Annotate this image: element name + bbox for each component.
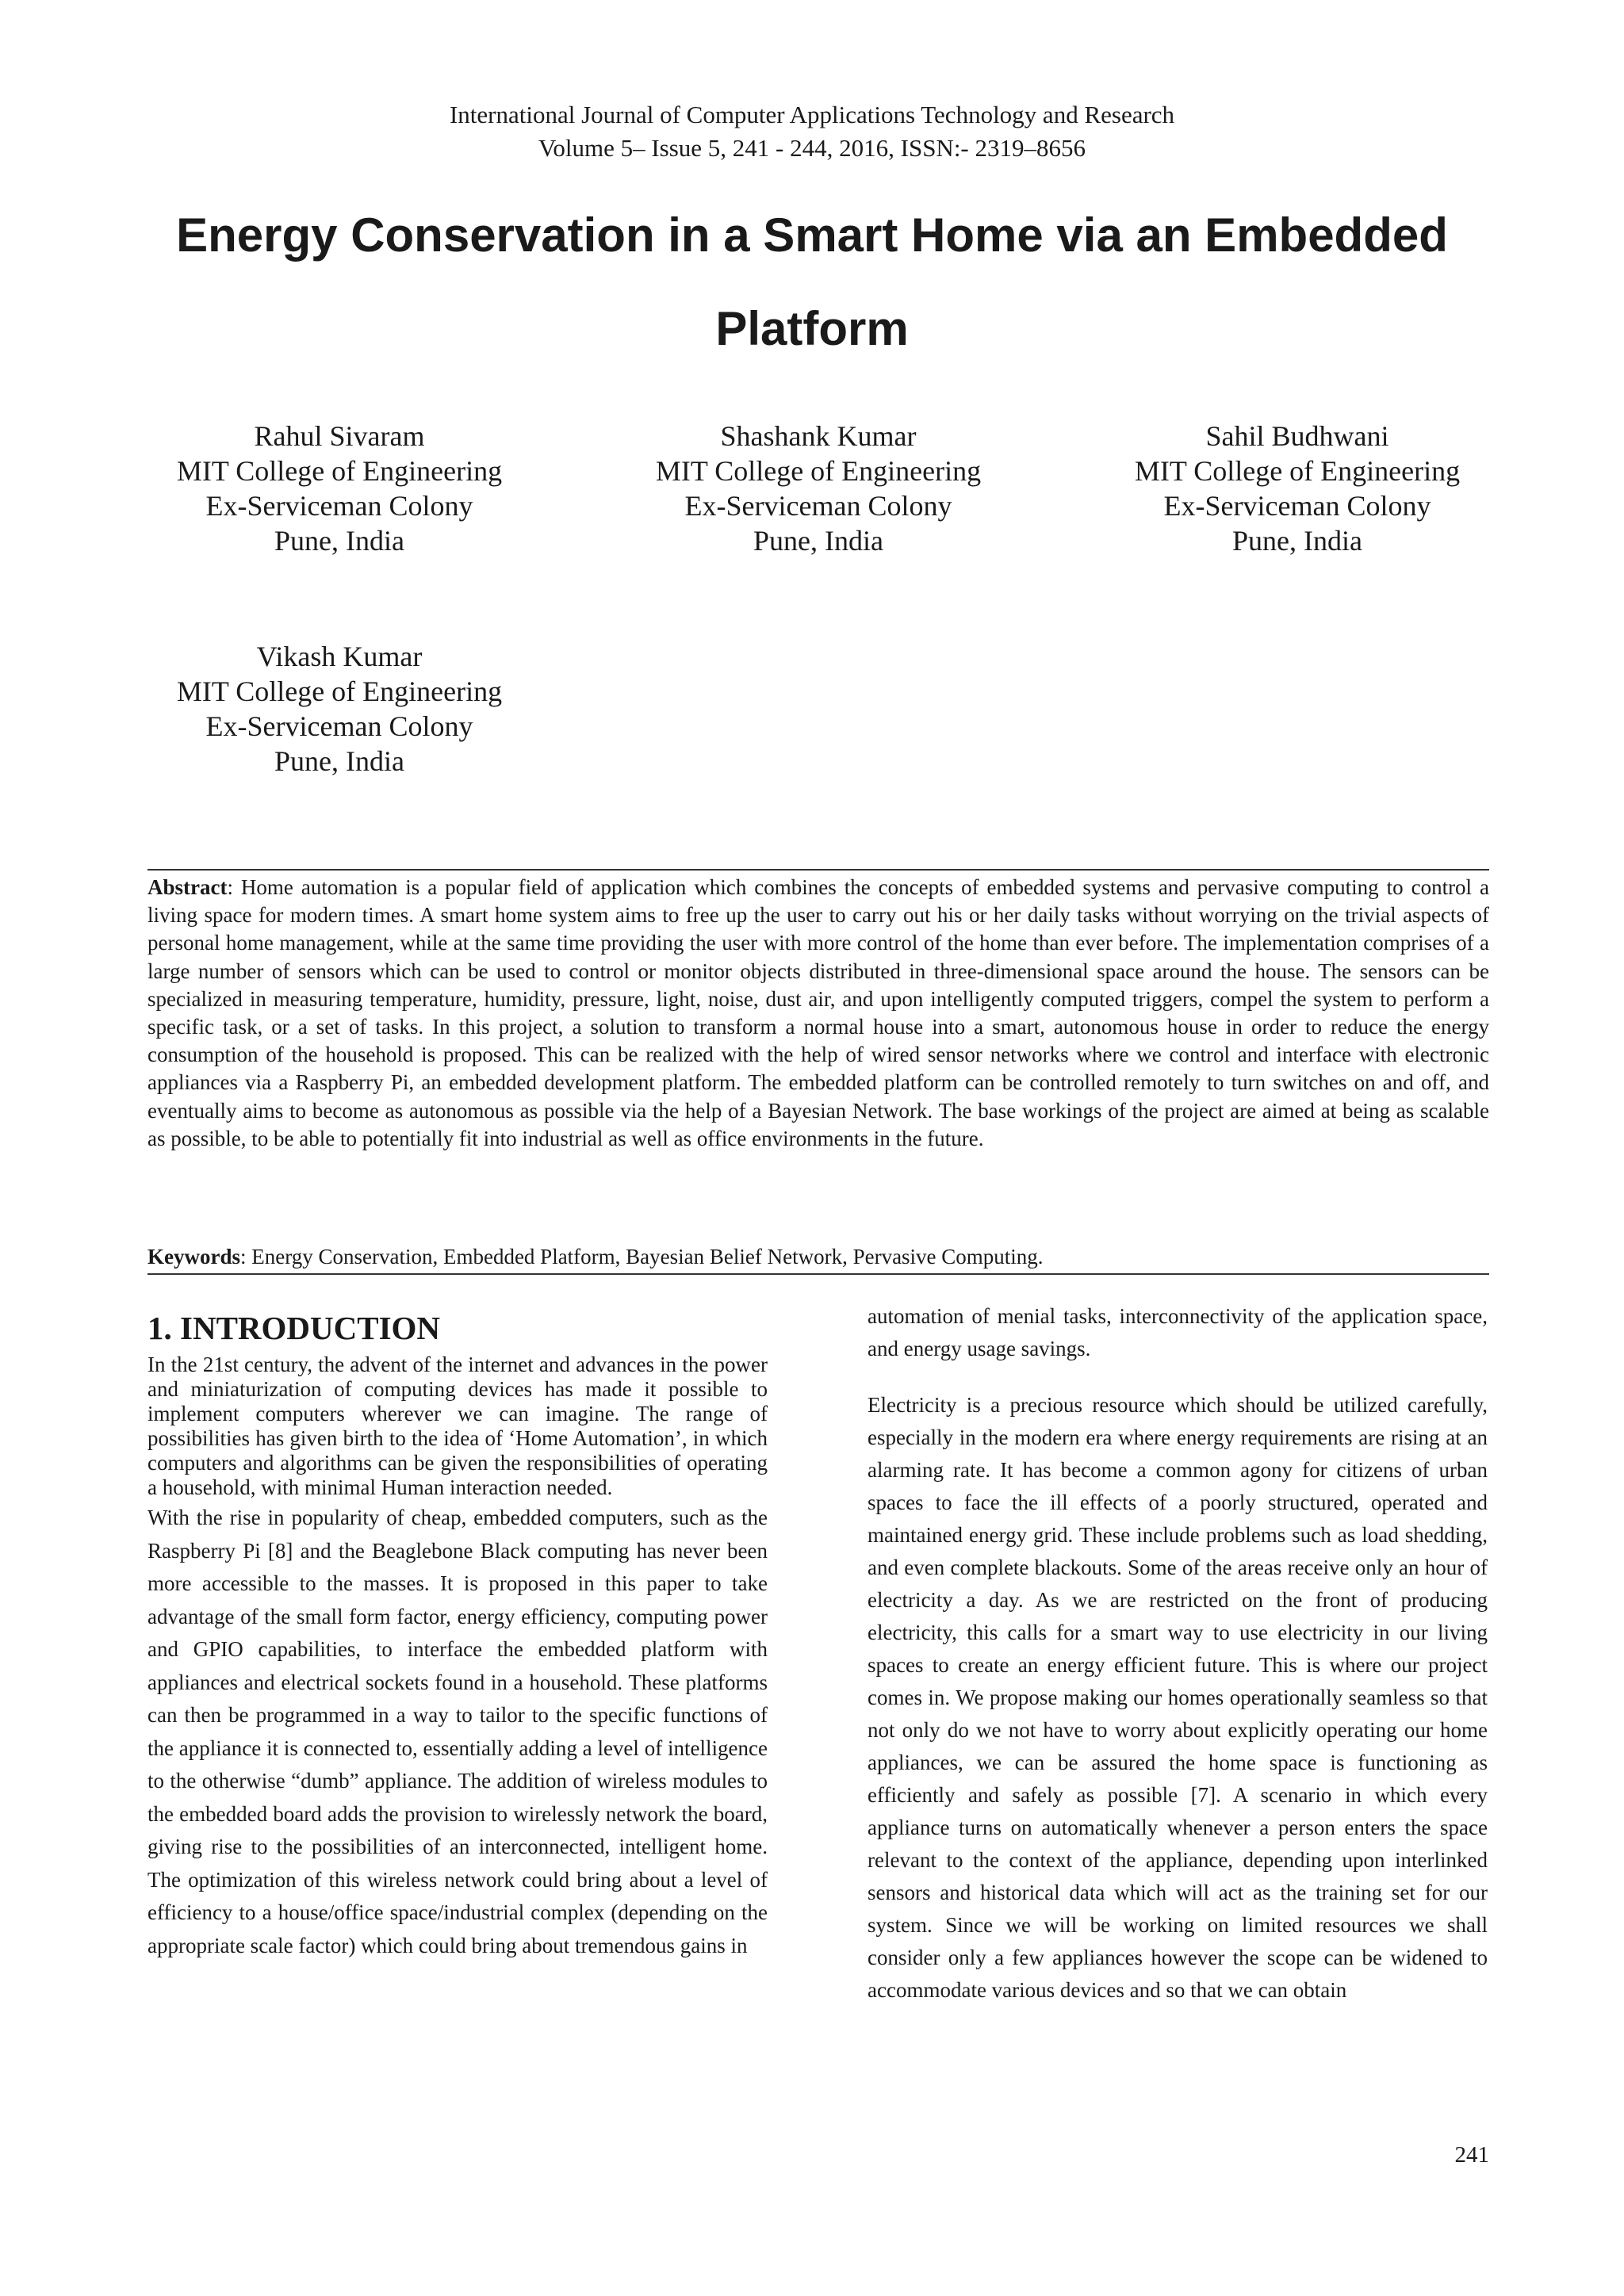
author-address: Ex-Serviceman Colony <box>205 490 473 522</box>
intro-paragraph-3: automation of menial tasks, interconnectivity of the application space, and energy usage savings. <box>868 1304 1488 1360</box>
keywords-bottom-rule <box>147 1273 1489 1275</box>
author-affiliation: MIT College of Engineering <box>655 455 982 487</box>
keywords <box>147 1243 1489 1271</box>
keywords-label: Keywords <box>147 1245 240 1269</box>
author-name: Shashank Kumar <box>720 420 917 452</box>
author-block <box>1075 419 1519 558</box>
author-affiliation: MIT College of Engineering <box>176 455 503 487</box>
right-column <box>868 1300 1488 2007</box>
page-number: 241 <box>1454 2142 1489 2168</box>
author-name: Vikash Kumar <box>256 641 423 672</box>
abstract-text: : Home automation is a popular field of application which combines the concepts of embedded systems and pervasive computing to control a living space for modern times. A smart home system aims to free up the user to carry out his or her daily tasks without worrying on the trivial aspects of personal home management, while at the same time providing the user with more control of the home than ever before. The implementation comprises of a large number of sensors which can be used to control or monitor objects distributed in three-dimensional space around the house. The sensors can be specialized in measuring temperature, humidity, pressure, light, noise, dust air, and upon intelligently computed triggers, compel the system to perform a specific task, or a set of tasks. In this project, a solution to transform a normal house into a smart, autonomous house in order to reduce the energy consumption of the household is proposed. This can be realized with the help of wired sensor networks where we control and interface with electronic appliances via a Raspberry Pi, an embedded development platform. The embedded platform can be controlled remotely to turn switches on and off, and eventually aims to become as autonomous as possible via the help of a Bayesian Network. The base workings of the project are aimed at being as scalable as possible, to be able to potentially fit into industrial as well as office environments in the future. <box>147 875 1489 1150</box>
author-block <box>117 419 561 558</box>
paper-title: Energy Conservation in a Smart Home via an Embedded Platform <box>176 209 1448 355</box>
abstract-label: Abstract <box>147 875 228 899</box>
journal-name: International Journal of Computer Applications Technology and Research <box>449 101 1175 128</box>
intro-paragraph-4: Electricity is a precious resource which should be utilized carefully, especially in the modern era where energy requirements are rising at an alarming rate. It has become a common agony for citizens of urban spaces to face the ill effects of a poorly structured, operated and maintained energy grid. These include problems such as load shedding, and even complete blackouts. Some of the areas receive only an hour of electricity a day. As we are restricted on the front of producing electricity, this calls for a smart way to use electricity in our living spaces to create an energy efficient future. This is where our project comes in. We propose making our homes operationally seamless so that not only do we not have to worry about explicitly operating our home appliances, we can be assured the home space is functioning as efficiently and safely as possible [7]. A scenario in which every appliance turns on automatically whenever a person enters the space relevant to the context of the appliance, depending upon interlinked sensors and historical data which will act as the training set for our system. Since we will be working on limited resources we shall consider only a few appliances however the scope can be widened to accommodate various devices and so that we can obtain <box>868 1393 1488 2002</box>
abstract-top-rule <box>147 869 1489 871</box>
intro-paragraph-2: With the rise in popularity of cheap, embedded computers, such as the Raspberry Pi [8] and the Beaglebone Black computing has never been more accessible to the masses. It is proposed in this paper to take advantage of the small form factor, energy efficiency, computing power and GPIO capabilities, to interface the embedded platform with appliances and electrical sockets found in a household. These platforms can then be programmed in a way to tailor to the specific functions of the appliance it is connected to, essentially adding a level of intelligence to the otherwise “dumb” appliance. The addition of wireless modules to the embedded board adds the provision to wirelessly network the board, giving rise to the possibilities of an interconnected, intelligent home. The optimization of this wireless network could bring about a level of efficiency to a house/office space/industrial complex (depending on the appropriate scale factor) which could bring about tremendous gains in <box>147 1506 768 1957</box>
abstract <box>147 874 1489 1153</box>
author-name: Rahul Sivaram <box>254 420 425 452</box>
keywords-text: : Energy Conservation, Embedded Platform, Bayesian Belief Network, Pervasive Computing. <box>240 1245 1044 1269</box>
author-address: Ex-Serviceman Colony <box>205 710 473 742</box>
author-city: Pune, India <box>753 525 883 557</box>
author-affiliation: MIT College of Engineering <box>1134 455 1461 487</box>
author-affiliation: MIT College of Engineering <box>176 675 503 707</box>
author-city: Pune, India <box>1232 525 1362 557</box>
author-address: Ex-Serviceman Colony <box>1163 490 1431 522</box>
journal-header <box>0 98 1624 165</box>
author-city: Pune, India <box>274 745 404 777</box>
author-address: Ex-Serviceman Colony <box>684 490 952 522</box>
intro-paragraph-1: In the 21st century, the advent of the internet and advances in the power and miniaturization of computing devices has made it possible to implement computers wherever we can imagine. The range of possibilities has given birth to the idea of ‘Home Automation’, in which computers and algorithms can be given the responsibilities of operating a household, with minimal Human interaction needed. <box>147 1353 768 1499</box>
author-name: Sahil Budhwani <box>1205 420 1389 452</box>
author-city: Pune, India <box>274 525 404 557</box>
section-heading-introduction: 1. INTRODUCTION <box>147 1310 441 1346</box>
author-block <box>117 639 561 779</box>
author-block <box>596 419 1040 558</box>
journal-volume: Volume 5– Issue 5, 241 - 244, 2016, ISSN:- 2319–8656 <box>538 134 1086 162</box>
left-column <box>147 1353 768 1962</box>
